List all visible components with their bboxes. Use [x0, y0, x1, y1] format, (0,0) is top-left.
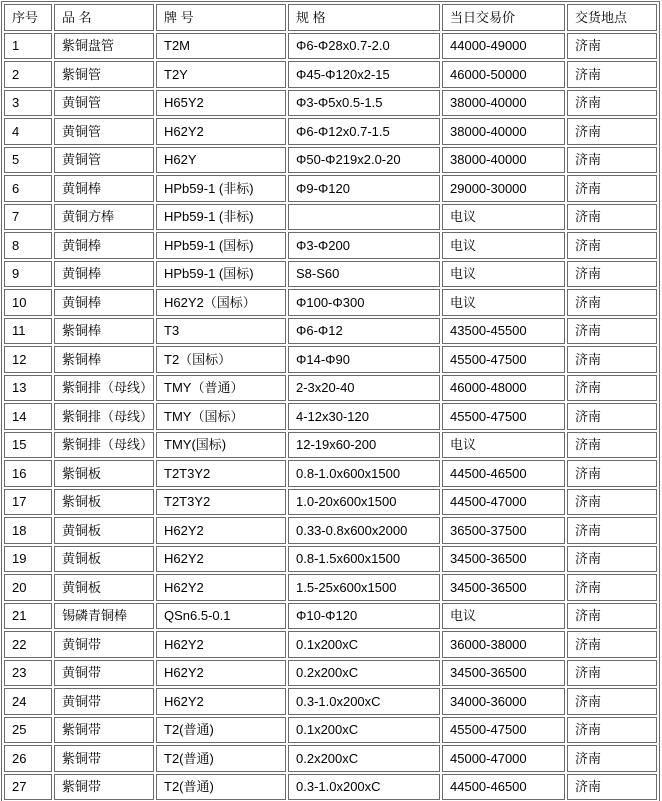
price-cell: 44500-47000 — [442, 489, 565, 516]
grade-cell: H62Y2 — [156, 631, 286, 658]
table-row — [4, 61, 657, 88]
price-cell: 36500-37500 — [442, 517, 565, 544]
product-name-cell: 紫铜棒 — [54, 318, 154, 345]
spec-cell: 0.3-1.0x200xC — [288, 688, 440, 715]
table-row — [4, 432, 657, 459]
product-name-cell: 紫铜棒 — [54, 346, 154, 373]
price-cell: 34000-36000 — [442, 688, 565, 715]
table-row — [4, 175, 657, 202]
table-row — [4, 403, 657, 430]
location-cell: 济南 — [567, 289, 657, 316]
price-cell: 34500-36500 — [442, 574, 565, 601]
location-cell: 济南 — [567, 489, 657, 516]
index-cell: 21 — [4, 603, 52, 630]
price-cell: 46000-48000 — [442, 375, 565, 402]
location-cell: 济南 — [567, 261, 657, 288]
grade-cell: H62Y2（国标） — [156, 289, 286, 316]
product-name-cell: 紫铜板 — [54, 489, 154, 516]
table-row — [4, 232, 657, 259]
product-name-cell: 紫铜排（母线） — [54, 432, 154, 459]
location-cell: 济南 — [567, 546, 657, 573]
location-cell: 济南 — [567, 33, 657, 60]
spec-cell: 0.8-1.0x600x1500 — [288, 460, 440, 487]
grade-cell: H62Y — [156, 147, 286, 174]
product-name-cell: 紫铜带 — [54, 774, 154, 801]
price-cell: 34500-36500 — [442, 546, 565, 573]
location-cell: 济南 — [567, 118, 657, 145]
grade-cell: TMY(国标) — [156, 432, 286, 459]
index-cell: 4 — [4, 118, 52, 145]
price-cell: 电议 — [442, 432, 565, 459]
table-row — [4, 90, 657, 117]
index-cell: 17 — [4, 489, 52, 516]
index-cell: 3 — [4, 90, 52, 117]
spec-cell: Φ45-Φ120x2-15 — [288, 61, 440, 88]
price-cell: 34500-36500 — [442, 660, 565, 687]
location-cell: 济南 — [567, 346, 657, 373]
location-cell: 济南 — [567, 603, 657, 630]
product-name-cell: 紫铜排（母线） — [54, 403, 154, 430]
index-cell: 12 — [4, 346, 52, 373]
index-cell: 22 — [4, 631, 52, 658]
grade-cell: HPb59-1 (国标) — [156, 261, 286, 288]
product-name-cell: 紫铜板 — [54, 460, 154, 487]
location-cell: 济南 — [567, 147, 657, 174]
price-cell: 36000-38000 — [442, 631, 565, 658]
table-row — [4, 517, 657, 544]
price-cell: 电议 — [442, 603, 565, 630]
spec-cell: Φ3-Φ5x0.5-1.5 — [288, 90, 440, 117]
grade-cell: T2(普通) — [156, 774, 286, 801]
table-row — [4, 346, 657, 373]
table-row — [4, 660, 657, 687]
index-cell: 8 — [4, 232, 52, 259]
product-name-cell: 黄铜管 — [54, 90, 154, 117]
price-cell: 45000-47000 — [442, 745, 565, 772]
location-cell: 济南 — [567, 318, 657, 345]
price-cell: 45500-47500 — [442, 717, 565, 744]
spec-cell: Φ50-Φ219x2.0-20 — [288, 147, 440, 174]
location-cell: 济南 — [567, 717, 657, 744]
product-name-cell: 黄铜板 — [54, 546, 154, 573]
grade-cell: HPb59-1 (非标) — [156, 175, 286, 202]
index-cell: 19 — [4, 546, 52, 573]
product-name-cell: 紫铜排（母线） — [54, 375, 154, 402]
grade-cell: H62Y2 — [156, 517, 286, 544]
product-name-cell: 黄铜棒 — [54, 289, 154, 316]
table-header-row — [4, 4, 657, 31]
table-row — [4, 688, 657, 715]
product-name-cell: 黄铜管 — [54, 147, 154, 174]
grade-cell: TMY（普通） — [156, 375, 286, 402]
grade-cell: H62Y2 — [156, 660, 286, 687]
grade-cell: T2(普通) — [156, 717, 286, 744]
price-cell: 44500-46500 — [442, 774, 565, 801]
index-cell: 18 — [4, 517, 52, 544]
product-name-cell: 锡磷青铜棒 — [54, 603, 154, 630]
grade-cell: QSn6.5-0.1 — [156, 603, 286, 630]
index-cell: 13 — [4, 375, 52, 402]
table-row — [4, 774, 657, 801]
product-name-cell: 黄铜管 — [54, 118, 154, 145]
spec-cell: 2-3x20-40 — [288, 375, 440, 402]
table-row — [4, 745, 657, 772]
spec-cell: Φ6-Φ12x0.7-1.5 — [288, 118, 440, 145]
grade-cell: HPb59-1 (非标) — [156, 204, 286, 231]
price-cell: 电议 — [442, 289, 565, 316]
grade-cell: H62Y2 — [156, 574, 286, 601]
table-row — [4, 603, 657, 630]
index-cell: 10 — [4, 289, 52, 316]
table-row — [4, 147, 657, 174]
location-cell: 济南 — [567, 774, 657, 801]
index-cell: 9 — [4, 261, 52, 288]
product-name-cell: 紫铜管 — [54, 61, 154, 88]
price-cell: 38000-40000 — [442, 147, 565, 174]
index-cell: 16 — [4, 460, 52, 487]
index-cell: 27 — [4, 774, 52, 801]
table-row — [4, 318, 657, 345]
grade-cell: T2Y — [156, 61, 286, 88]
price-cell: 38000-40000 — [442, 90, 565, 117]
index-cell: 14 — [4, 403, 52, 430]
table-row — [4, 375, 657, 402]
grade-cell: H62Y2 — [156, 118, 286, 145]
table-row — [4, 546, 657, 573]
index-cell: 7 — [4, 204, 52, 231]
spec-cell: 0.2x200xC — [288, 745, 440, 772]
location-cell: 济南 — [567, 175, 657, 202]
product-name-cell: 黄铜板 — [54, 574, 154, 601]
col-header-location: 交货地点 — [567, 4, 657, 31]
location-cell: 济南 — [567, 90, 657, 117]
index-cell: 25 — [4, 717, 52, 744]
spec-cell: 0.2x200xC — [288, 660, 440, 687]
table-row — [4, 631, 657, 658]
grade-cell: HPb59-1 (国标) — [156, 232, 286, 259]
spec-cell: Φ3-Φ200 — [288, 232, 440, 259]
table-row — [4, 460, 657, 487]
location-cell: 济南 — [567, 517, 657, 544]
location-cell: 济南 — [567, 232, 657, 259]
spec-cell: Φ6-Φ28x0.7-2.0 — [288, 33, 440, 60]
index-cell: 6 — [4, 175, 52, 202]
index-cell: 20 — [4, 574, 52, 601]
location-cell: 济南 — [567, 631, 657, 658]
grade-cell: H62Y2 — [156, 688, 286, 715]
location-cell: 济南 — [567, 375, 657, 402]
spec-cell: Φ9-Φ120 — [288, 175, 440, 202]
location-cell: 济南 — [567, 574, 657, 601]
table-row — [4, 33, 657, 60]
spec-cell: 4-12x30-120 — [288, 403, 440, 430]
product-name-cell: 黄铜棒 — [54, 232, 154, 259]
product-name-cell: 紫铜盘管 — [54, 33, 154, 60]
col-header-spec: 规 格 — [288, 4, 440, 31]
grade-cell: H65Y2 — [156, 90, 286, 117]
price-cell: 44000-49000 — [442, 33, 565, 60]
location-cell: 济南 — [567, 688, 657, 715]
table-row — [4, 118, 657, 145]
index-cell: 5 — [4, 147, 52, 174]
index-cell: 15 — [4, 432, 52, 459]
grade-cell: T2M — [156, 33, 286, 60]
col-header-index: 序号 — [4, 4, 52, 31]
table-row — [4, 204, 657, 231]
price-cell: 电议 — [442, 232, 565, 259]
table-row — [4, 717, 657, 744]
location-cell: 济南 — [567, 204, 657, 231]
spec-cell: Φ100-Φ300 — [288, 289, 440, 316]
location-cell: 济南 — [567, 403, 657, 430]
grade-cell: H62Y2 — [156, 546, 286, 573]
table-row — [4, 289, 657, 316]
spec-cell: 1.5-25x600x1500 — [288, 574, 440, 601]
index-cell: 11 — [4, 318, 52, 345]
col-header-name: 品 名 — [54, 4, 154, 31]
price-cell: 38000-40000 — [442, 118, 565, 145]
product-name-cell: 黄铜带 — [54, 688, 154, 715]
spec-cell: Φ6-Φ12 — [288, 318, 440, 345]
table-row — [4, 574, 657, 601]
spec-cell: S8-S60 — [288, 261, 440, 288]
spec-cell: 0.1x200xC — [288, 717, 440, 744]
location-cell: 济南 — [567, 660, 657, 687]
price-cell: 电议 — [442, 204, 565, 231]
spec-cell: 0.3-1.0x200xC — [288, 774, 440, 801]
price-cell: 43500-45500 — [442, 318, 565, 345]
index-cell: 1 — [4, 33, 52, 60]
grade-cell: T2（国标） — [156, 346, 286, 373]
index-cell: 23 — [4, 660, 52, 687]
product-name-cell: 黄铜板 — [54, 517, 154, 544]
product-name-cell: 紫铜带 — [54, 717, 154, 744]
product-name-cell: 黄铜方棒 — [54, 204, 154, 231]
index-cell: 26 — [4, 745, 52, 772]
spec-cell — [288, 204, 440, 231]
spec-cell: 1.0-20x600x1500 — [288, 489, 440, 516]
table-row — [4, 261, 657, 288]
price-table — [1, 1, 660, 801]
location-cell: 济南 — [567, 61, 657, 88]
grade-cell: T2T3Y2 — [156, 489, 286, 516]
grade-cell: T2(普通) — [156, 745, 286, 772]
price-cell: 29000-30000 — [442, 175, 565, 202]
price-cell: 44500-46500 — [442, 460, 565, 487]
location-cell: 济南 — [567, 460, 657, 487]
price-cell: 45500-47500 — [442, 346, 565, 373]
location-cell: 济南 — [567, 432, 657, 459]
price-cell: 45500-47500 — [442, 403, 565, 430]
table-row — [4, 489, 657, 516]
col-header-grade: 牌 号 — [156, 4, 286, 31]
spec-cell: 0.1x200xC — [288, 631, 440, 658]
index-cell: 24 — [4, 688, 52, 715]
price-cell: 电议 — [442, 261, 565, 288]
product-name-cell: 黄铜棒 — [54, 175, 154, 202]
spec-cell: 12-19x60-200 — [288, 432, 440, 459]
index-cell: 2 — [4, 61, 52, 88]
product-name-cell: 黄铜带 — [54, 660, 154, 687]
product-name-cell: 紫铜带 — [54, 745, 154, 772]
spec-cell: Φ10-Φ120 — [288, 603, 440, 630]
product-name-cell: 黄铜带 — [54, 631, 154, 658]
spec-cell: 0.8-1.5x600x1500 — [288, 546, 440, 573]
price-cell: 46000-50000 — [442, 61, 565, 88]
spec-cell: Φ14-Φ90 — [288, 346, 440, 373]
table-body — [4, 33, 657, 801]
product-name-cell: 黄铜棒 — [54, 261, 154, 288]
location-cell: 济南 — [567, 745, 657, 772]
grade-cell: TMY（国标） — [156, 403, 286, 430]
grade-cell: T3 — [156, 318, 286, 345]
spec-cell: 0.33-0.8x600x2000 — [288, 517, 440, 544]
grade-cell: T2T3Y2 — [156, 460, 286, 487]
col-header-price: 当日交易价 — [442, 4, 565, 31]
